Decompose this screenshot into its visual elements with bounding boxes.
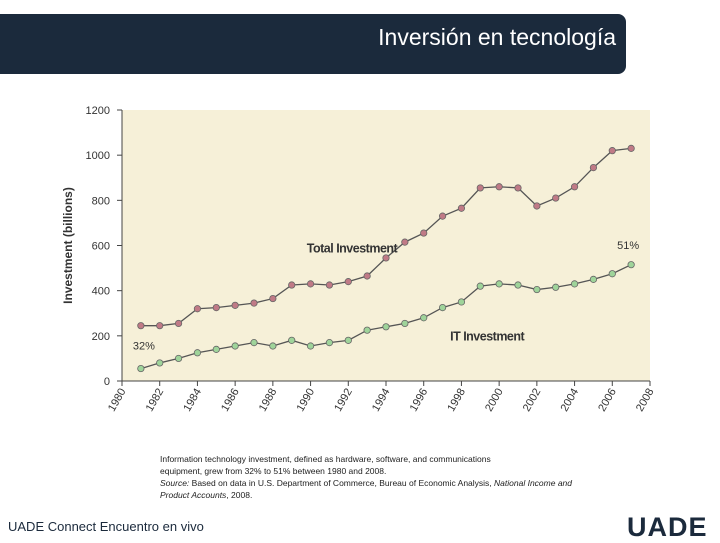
y-tick-label: 0 (103, 376, 110, 388)
x-tick-label: 1990 (294, 386, 318, 414)
data-point-it (307, 343, 313, 349)
caption-source-label: Source: (160, 478, 190, 488)
data-point-total (534, 203, 540, 209)
y-axis-label: Investment (billions) (61, 187, 75, 304)
data-point-total (364, 273, 370, 279)
uade-logo: UADE (627, 512, 708, 542)
x-tick-label: 2008 (633, 386, 657, 414)
data-point-it (232, 343, 238, 349)
data-point-it (289, 337, 295, 343)
data-point-it (609, 271, 615, 277)
x-tick-label: 1994 (369, 386, 393, 414)
data-point-it (477, 283, 483, 289)
data-point-total (345, 278, 351, 284)
data-point-total (194, 306, 200, 312)
caption-source-text: Based on data in U.S. Department of Commerce, Bureau of Economic Analysis, (189, 478, 495, 488)
data-point-it (138, 365, 144, 371)
x-tick-label: 2000 (483, 386, 506, 414)
caption-line1: Information technology investment, defined as hardware, software, and communications (160, 454, 491, 464)
data-point-total (458, 205, 464, 211)
x-tick-label: 1986 (219, 386, 242, 414)
data-point-it (326, 339, 332, 345)
data-point-it (251, 339, 257, 345)
title-bar (0, 14, 626, 74)
series-label-it: IT Investment (450, 329, 525, 344)
data-point-total (251, 300, 257, 306)
y-tick-label: 800 (91, 195, 110, 208)
data-point-it (402, 320, 408, 326)
data-point-total (232, 302, 238, 308)
data-point-total (590, 164, 596, 170)
data-point-total (383, 255, 389, 261)
x-tick-label: 1996 (407, 386, 431, 414)
data-point-it (270, 343, 276, 349)
x-tick-label: 1992 (332, 386, 355, 414)
data-point-it (345, 337, 351, 343)
data-point-total (270, 295, 276, 301)
data-point-total (326, 282, 332, 288)
chart (60, 96, 660, 426)
data-point-total (138, 322, 144, 328)
y-tick-label: 200 (91, 330, 110, 343)
caption-source-italic: National Income and Product Accounts (160, 478, 572, 500)
x-tick-label: 1988 (256, 386, 280, 414)
data-point-total (289, 282, 295, 288)
footer-text: UADE Connect Encuentro en vivo (8, 519, 204, 534)
data-point-it (157, 360, 163, 366)
y-tick-label: 1000 (85, 150, 110, 163)
data-point-total (553, 195, 559, 201)
data-point-total (175, 320, 181, 326)
data-point-total (628, 145, 634, 151)
data-point-it (213, 346, 219, 352)
data-point-total (439, 213, 445, 219)
y-tick-label: 1200 (85, 105, 110, 117)
caption-line2: equipment, grew from 32% to 51% between 1980 and 2008. (160, 466, 387, 476)
x-tick-label: 1982 (143, 386, 167, 414)
data-point-total (421, 230, 427, 236)
x-tick-label: 1998 (445, 386, 469, 414)
data-point-it (364, 327, 370, 333)
annotation-label: 32% (132, 340, 155, 353)
series-label-total: Total Investment (306, 241, 398, 256)
x-tick-label: 2006 (596, 386, 619, 414)
data-point-it (590, 276, 596, 282)
data-point-it (628, 261, 634, 267)
data-point-it (534, 286, 540, 292)
data-point-total (477, 185, 483, 191)
annotation-label: 51% (617, 239, 640, 252)
data-point-it (515, 282, 521, 288)
data-point-it (496, 281, 502, 287)
data-point-it (439, 304, 445, 310)
data-point-total (402, 239, 408, 245)
data-point-total (571, 184, 577, 190)
data-point-total (609, 147, 615, 153)
data-point-total (515, 185, 521, 191)
y-tick-label: 600 (91, 240, 110, 253)
x-tick-label: 2004 (558, 386, 582, 414)
data-point-it (383, 324, 389, 330)
y-tick-label: 400 (91, 285, 110, 298)
x-tick-label: 1980 (105, 386, 129, 414)
x-tick-label: 2002 (520, 386, 544, 414)
data-point-total (307, 281, 313, 287)
data-point-total (496, 184, 502, 190)
data-point-total (213, 304, 219, 310)
x-tick-label: 1984 (181, 386, 205, 414)
chart-svg (60, 96, 660, 426)
data-point-it (458, 299, 464, 305)
data-point-it (175, 355, 181, 361)
slide-title: Inversión en tecnología (378, 24, 616, 50)
data-point-it (194, 350, 200, 356)
caption (160, 453, 580, 501)
data-point-it (421, 315, 427, 321)
data-point-total (157, 322, 163, 328)
caption-source-end: , 2008. (226, 490, 253, 500)
data-point-it (553, 284, 559, 290)
data-point-it (571, 281, 577, 287)
